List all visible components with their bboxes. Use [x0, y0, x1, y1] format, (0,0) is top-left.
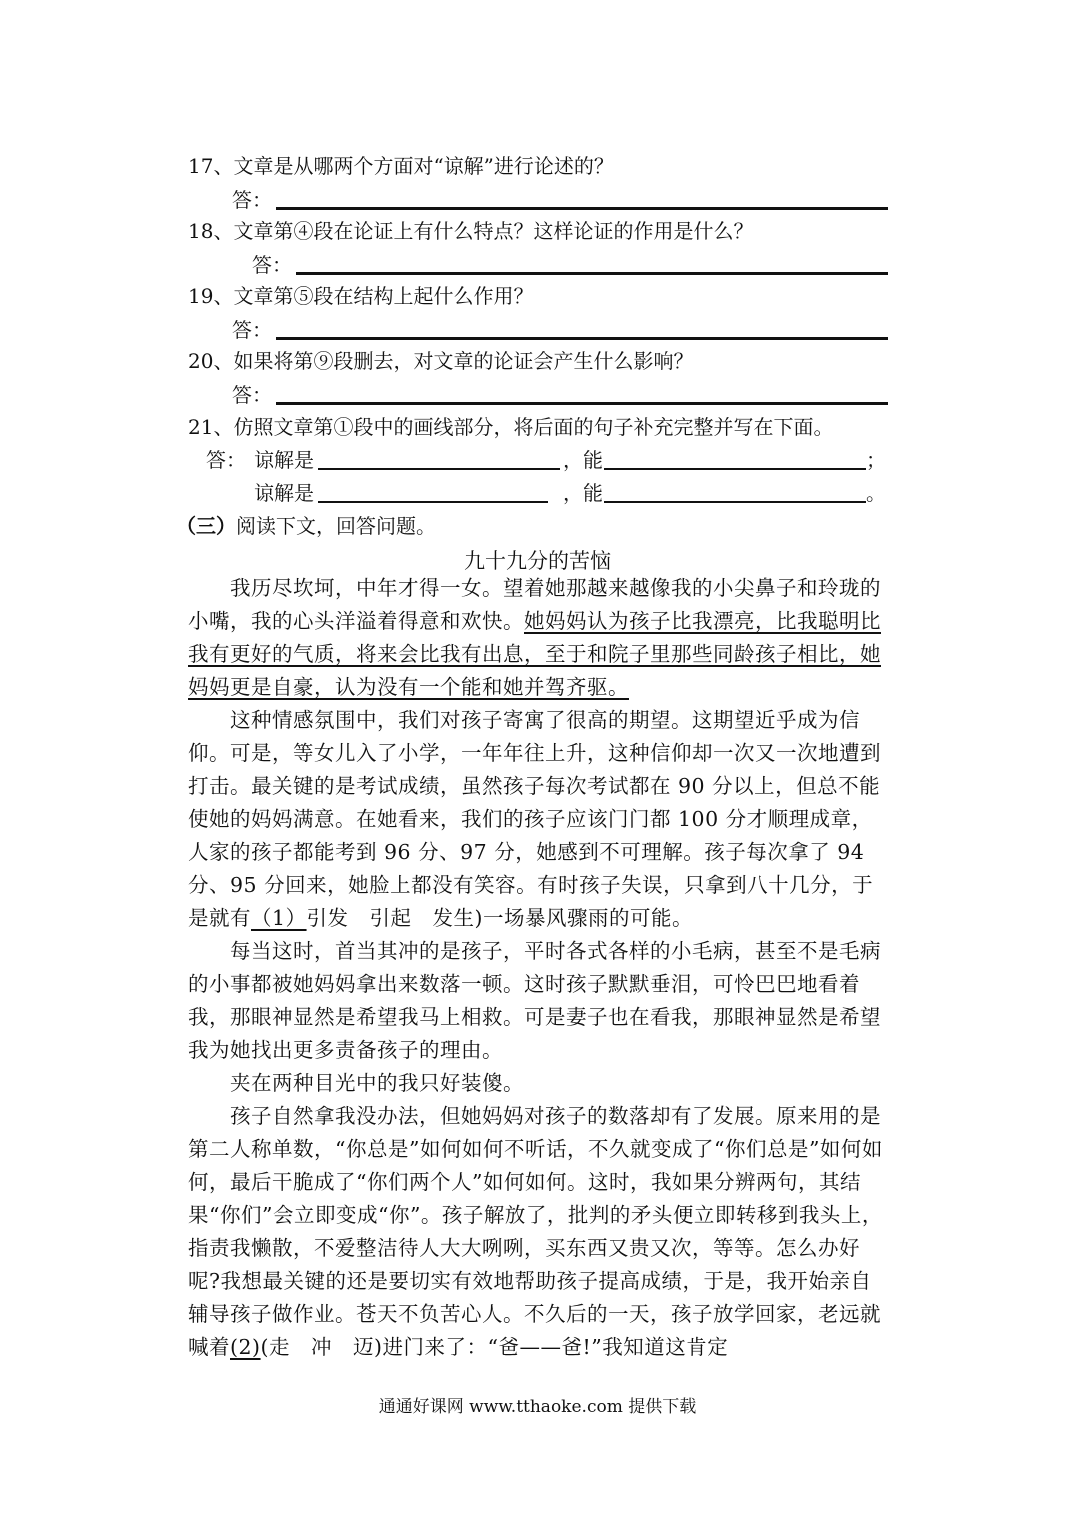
question-number: 21、: [188, 415, 234, 439]
section-number: （三）: [176, 514, 236, 538]
paragraph-2-end: )一场暴风骤雨的可能。: [474, 906, 694, 930]
q21-line1-end: ；: [866, 448, 886, 472]
fill-blank-1[interactable]: （1）: [251, 906, 307, 930]
section-instruction: 阅读下文，回答问题。: [236, 514, 436, 538]
question-text: 仿照文章第①段中的画线部分，将后面的句子补充完整并写在下面。: [233, 415, 834, 439]
question-number: 20、: [188, 349, 234, 373]
question-17: [188, 154, 614, 178]
answer-label-20: 答：: [232, 383, 272, 407]
paragraph-5-end: 进门来了：“爸——爸!”我知道这肯定: [382, 1335, 729, 1359]
paragraph-2-text: 这种情感氛围中，我们对孩子寄寓了很高的期望。这期望近乎成为信仰。可是，等女儿入了小学，一年年往上升，这种信仰却一次又一次地遭到打击。最关键的是考试成绩，虽然孩子每次考试都在 90 分以上，但总不能使她的妈妈满意。在她看来，我们的孩子应该门门都 100 分才顺理成章，人家的孩子都能考到 96 分、97 分，她感到不可理解。孩子每次拿了 94 分、95 分回来，她脸上都没有笑容。有时孩子失误，只拿到八十几分，于是就有: [188, 708, 881, 930]
question-20: [188, 349, 693, 373]
underlined-passage: 她妈妈认为孩子比我漂亮，比我聪明比我有更好的气质，将来会比我有出息，至于和院子里那些同龄孩子相比，她妈妈更是自豪，认为没有一个能和她并驾齐驱。: [188, 609, 881, 699]
question-number: 19、: [188, 284, 234, 308]
question-number: 17、: [188, 154, 234, 178]
paragraph-1-text: 我历尽坎坷，中年才得一女。望着她那越来越像我的小尖鼻子和玲珑的小嘴，我的心头洋溢着得意和欢快。: [188, 576, 881, 633]
q21-line1-prefix: 谅解是: [254, 448, 314, 472]
question-number: 18、: [188, 219, 234, 243]
answer-label-21: 答：: [206, 448, 246, 472]
q21-blank-1[interactable]: [318, 468, 560, 470]
paragraph-5: [188, 1100, 888, 1364]
question-text: 文章第④段在论证上有什么特点？这样论证的作用是什么？: [233, 219, 754, 243]
answer-label-17: 答：: [232, 188, 272, 212]
article-title: 九十九分的苦恼: [464, 549, 611, 573]
section-header: [176, 514, 436, 538]
question-text: 文章第⑤段在结构上起什么作用？: [233, 284, 534, 308]
q21-line2-prefix: 谅解是: [254, 481, 314, 505]
answer-line-17[interactable]: [276, 207, 888, 210]
paragraph-3: [188, 935, 888, 1067]
paragraph-2: [188, 704, 888, 935]
q21-blank-3[interactable]: [318, 501, 548, 503]
paragraph-4: [188, 1067, 888, 1100]
question-19: [188, 284, 533, 308]
answer-label-18: 答：: [252, 253, 292, 277]
word-options-2: (走 冲 迈): [260, 1335, 383, 1359]
question-text: 文章是从哪两个方面对“谅解”进行论述的？: [233, 154, 614, 178]
q21-line2-mid: ，能: [563, 481, 603, 505]
q21-line2-end: 。: [866, 481, 886, 505]
question-18: [188, 219, 753, 243]
question-text: 如果将第⑨段删去，对文章的论证会产生什么影响？: [233, 349, 694, 373]
answer-label-19: 答：: [232, 318, 272, 342]
paragraph-5-text: 孩子自然拿我没办法，但她妈妈对孩子的数落却有了发展。原来用的是第二人称单数，“你总是”如何如何不听话，不久就变成了“你们总是”如何如何，最后干脆成了“你们两个人”如何如何。这时，我如果分辨两句，其结果“你们”会立即变成“你”。孩子解放了，批判的矛头便立即转移到我头上，指责我懒散，不爱整洁待人大大咧咧，买东西又贵又次，等等。怎么办好呢?我想最关键的还是要切实有效地帮助孩子提高成绩，于是，我开始亲自辅导孩子做作业。苍天不负苦心人。不久后的一天，孩子放学回家，老远就喊着: [188, 1104, 883, 1359]
answer-line-18[interactable]: [296, 272, 888, 275]
paragraph-4-text: 夹在两种目光中的我只好装傻。: [230, 1071, 524, 1095]
answer-line-20[interactable]: [276, 402, 888, 405]
answer-line-19[interactable]: [276, 337, 888, 340]
q21-line1-mid: ，能: [563, 448, 603, 472]
paragraph-1: [188, 572, 888, 704]
word-options-1: 引发 引起 发生: [306, 906, 475, 930]
fill-blank-2[interactable]: (2): [230, 1335, 261, 1359]
paragraph-3-text: 每当这时，首当其冲的是孩子，平时各式各样的小毛病，甚至不是毛病的小事都被她妈妈拿出来数落一顿。这时孩子默默垂泪，可怜巴巴地看着我，那眼神显然是希望我马上相救。可是妻子也在看我，那眼神显然是希望我为她找出更多责备孩子的理由。: [188, 939, 881, 1062]
question-21: [188, 415, 833, 439]
q21-blank-2[interactable]: [604, 468, 866, 470]
q21-blank-4[interactable]: [604, 501, 866, 503]
page-footer: 通通好课网 www.tthaoke.com 提供下载: [378, 1397, 697, 1417]
